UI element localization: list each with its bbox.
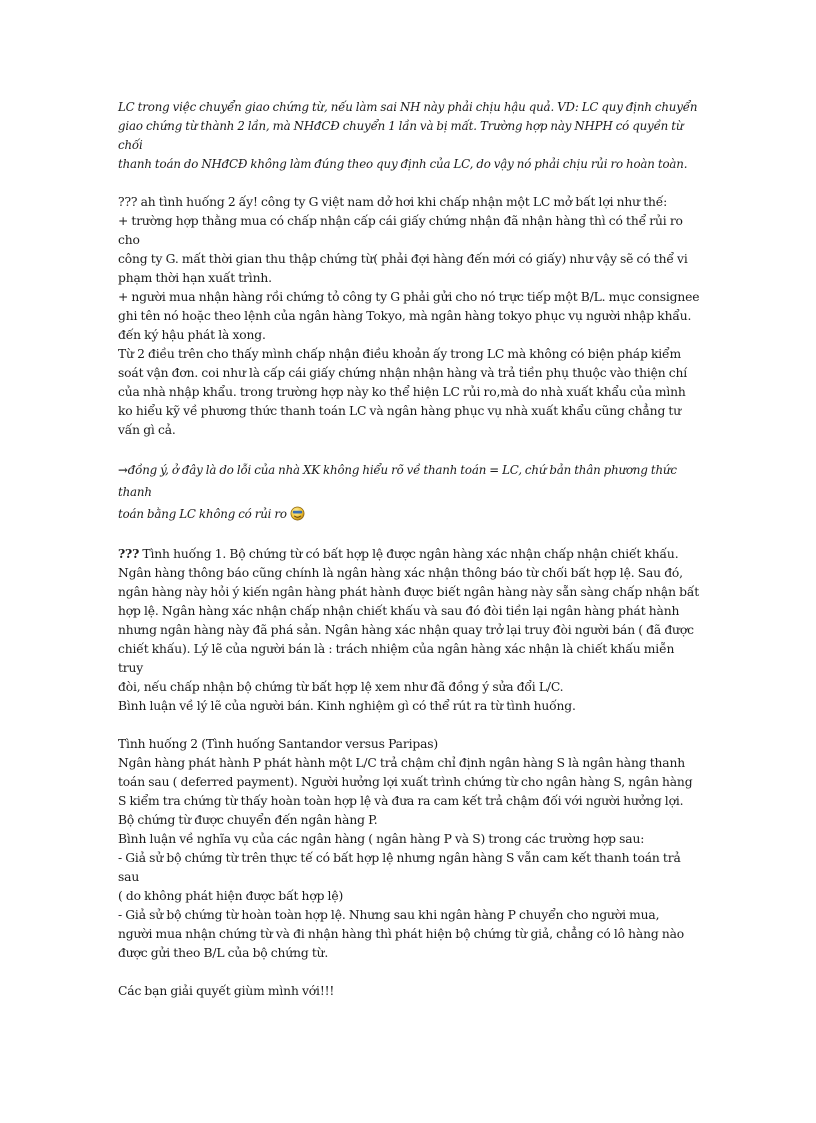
text-line: Bình luận về lý lẽ của người bán. Kinh nghiệm gì có thể rút ra từ tình huống.	[118, 699, 576, 713]
text-line: được gửi theo B/L của bộ chứng từ.	[118, 946, 329, 960]
text-line: ko hiểu kỹ về phương thức thanh toán LC và ngân hàng phục vụ nhà xuất khẩu cũng chẳng tư	[118, 404, 681, 418]
text-line: Ngân hàng thông báo cũng chính là ngân hàng xác nhận thông báo từ chối bất hợp lệ. Sau đó,	[118, 566, 683, 580]
text-line: vấn gì cả.	[118, 423, 176, 437]
text-line: + người mua nhận hàng rồi chứng tỏ công ty G phải gửi cho nó trực tiếp một B/L. mục consignee	[118, 290, 700, 304]
paragraph-agreement-reply	[118, 459, 700, 525]
text-line: →đồng ý, ở đây là do lỗi của nhà XK không hiểu rõ về thanh toán = LC, chứ bản thân phương thức thanh	[118, 463, 677, 499]
text-line: + trường hợp thằng mua có chấp nhận cấp cái giấy chứng nhận đã nhận hàng thì có thể rủi ro cho	[118, 214, 683, 247]
text-line: công ty G. mất thời gian thu thập chứng từ( phải đợi hàng đến mới có giấy) như vậy sẽ có thể vi	[118, 252, 688, 266]
text-line: Bình luận về nghĩa vụ của các ngân hàng ( ngân hàng P và S) trong các trường hợp sau:	[118, 832, 645, 846]
arrow-right-icon: →	[118, 463, 128, 477]
text-line: chiết khấu). Lý lẽ của người bán là : trách nhiệm của ngân hàng xác nhận là chiết khấu miễn truy	[118, 642, 675, 675]
text-line: S kiểm tra chứng từ thấy hoàn toàn hợp lệ và đưa ra cam kết trả chậm đối với người hưởng lợi.	[118, 794, 684, 808]
text-line: hợp lệ. Ngân hàng xác nhận chấp nhận chiết khấu và sau đó đòi tiền lại ngân hàng phát hành	[118, 604, 680, 618]
text-line: ngân hàng này hỏi ý kiến ngân hàng phát hành được biết ngân hàng này sẵn sàng chấp nhận bất	[118, 585, 700, 599]
text-line: ghi tên nó hoặc theo lệnh của ngân hàng Tokyo, mà ngân hàng tokyo phục vụ người nhập khẩu.	[118, 309, 692, 323]
text-line: Tình huống 2 (Tình huống Santandor versus Paripas)	[118, 737, 439, 751]
text-line: phạm thời hạn xuất trình.	[118, 271, 272, 285]
closing-request: Các bạn giải quyết giùm mình với!!!	[118, 984, 335, 998]
text-line: đòi, nếu chấp nhận bộ chứng từ bất hợp lệ xem như đã đồng ý sửa đổi L/C.	[118, 680, 564, 694]
text-line: - Giả sử bộ chứng từ hoàn toàn hợp lệ. Nhưng sau khi ngân hàng P chuyển cho người mua,	[118, 908, 660, 922]
text-line: ( do không phát hiện được bất hợp lệ)	[118, 889, 344, 903]
text-line: soát vận đơn. coi như là cấp cái giấy chứng nhận nhận hàng và trả tiền phụ thuộc vào thiện chí	[118, 366, 688, 380]
text-line: Bộ chứng từ được chuyển đến ngân hàng P.	[118, 813, 378, 827]
text-line: người mua nhận chứng từ và đi nhận hàng thì phát hiện bộ chứng từ giả, chẳng có lô hàng nào	[118, 927, 685, 941]
text-line: toán bằng LC không có rủi ro	[118, 503, 700, 525]
text-line: giao chứng từ thành 2 lần, mà NHđCĐ chuyển 1 lần và bị mất. Trường hợp này NHPH có quyền từ chối	[118, 119, 684, 152]
document-page	[118, 98, 700, 1001]
text-line: Ngân hàng phát hành P phát hành một L/C trả chậm chỉ định ngân hàng S là ngân hàng thanh	[118, 756, 686, 770]
paragraph-case2-santandor	[118, 735, 700, 963]
text-line: Từ 2 điều trên cho thấy mình chấp nhận điều khoản ấy trong LC mà không có biện pháp kiểm	[118, 347, 681, 361]
text-line: của nhà nhập khẩu. trong trường hợp này ko thể hiện LC rủi ro,mà do nhà xuất khẩu của mình	[118, 385, 686, 399]
paragraph-case2-analysis	[118, 193, 700, 440]
text-line: LC trong việc chuyển giao chứng từ, nếu làm sai NH này phải chịu hậu quả. VD: LC quy định chuyển	[118, 100, 698, 114]
paragraph-case1	[118, 544, 700, 716]
text-line: ??? Tình huống 1. Bộ chứng từ có bất hợp lệ được ngân hàng xác nhận chấp nhận chiết khấu.	[118, 546, 679, 561]
text-line: nhưng ngân hàng này đã phá sản. Ngân hàng xác nhận quay trở lại truy đòi người bán ( đã được	[118, 623, 694, 637]
text-line: thanh toán do NHđCĐ không làm đúng theo quy định của LC, do vậy nó phải chịu rủi ro hoàn toàn.	[118, 157, 688, 171]
text-line: - Giả sử bộ chứng từ trên thực tế có bất hợp lệ nhưng ngân hàng S vẫn cam kết thanh toán trả sau	[118, 851, 681, 884]
text-line: ??? ah tình huống 2 ấy! công ty G việt nam dở hơi khi chấp nhận một LC mở bất lợi như thế:	[118, 195, 668, 209]
paragraph-lc-transfer-liability	[118, 98, 700, 174]
text-line: đến ký hậu phát là xong.	[118, 328, 266, 342]
text-line: toán sau ( deferred payment). Người hưởng lợi xuất trình chứng từ cho ngân hàng S, ngân hàng	[118, 775, 693, 789]
smiley-face-icon	[290, 506, 305, 521]
